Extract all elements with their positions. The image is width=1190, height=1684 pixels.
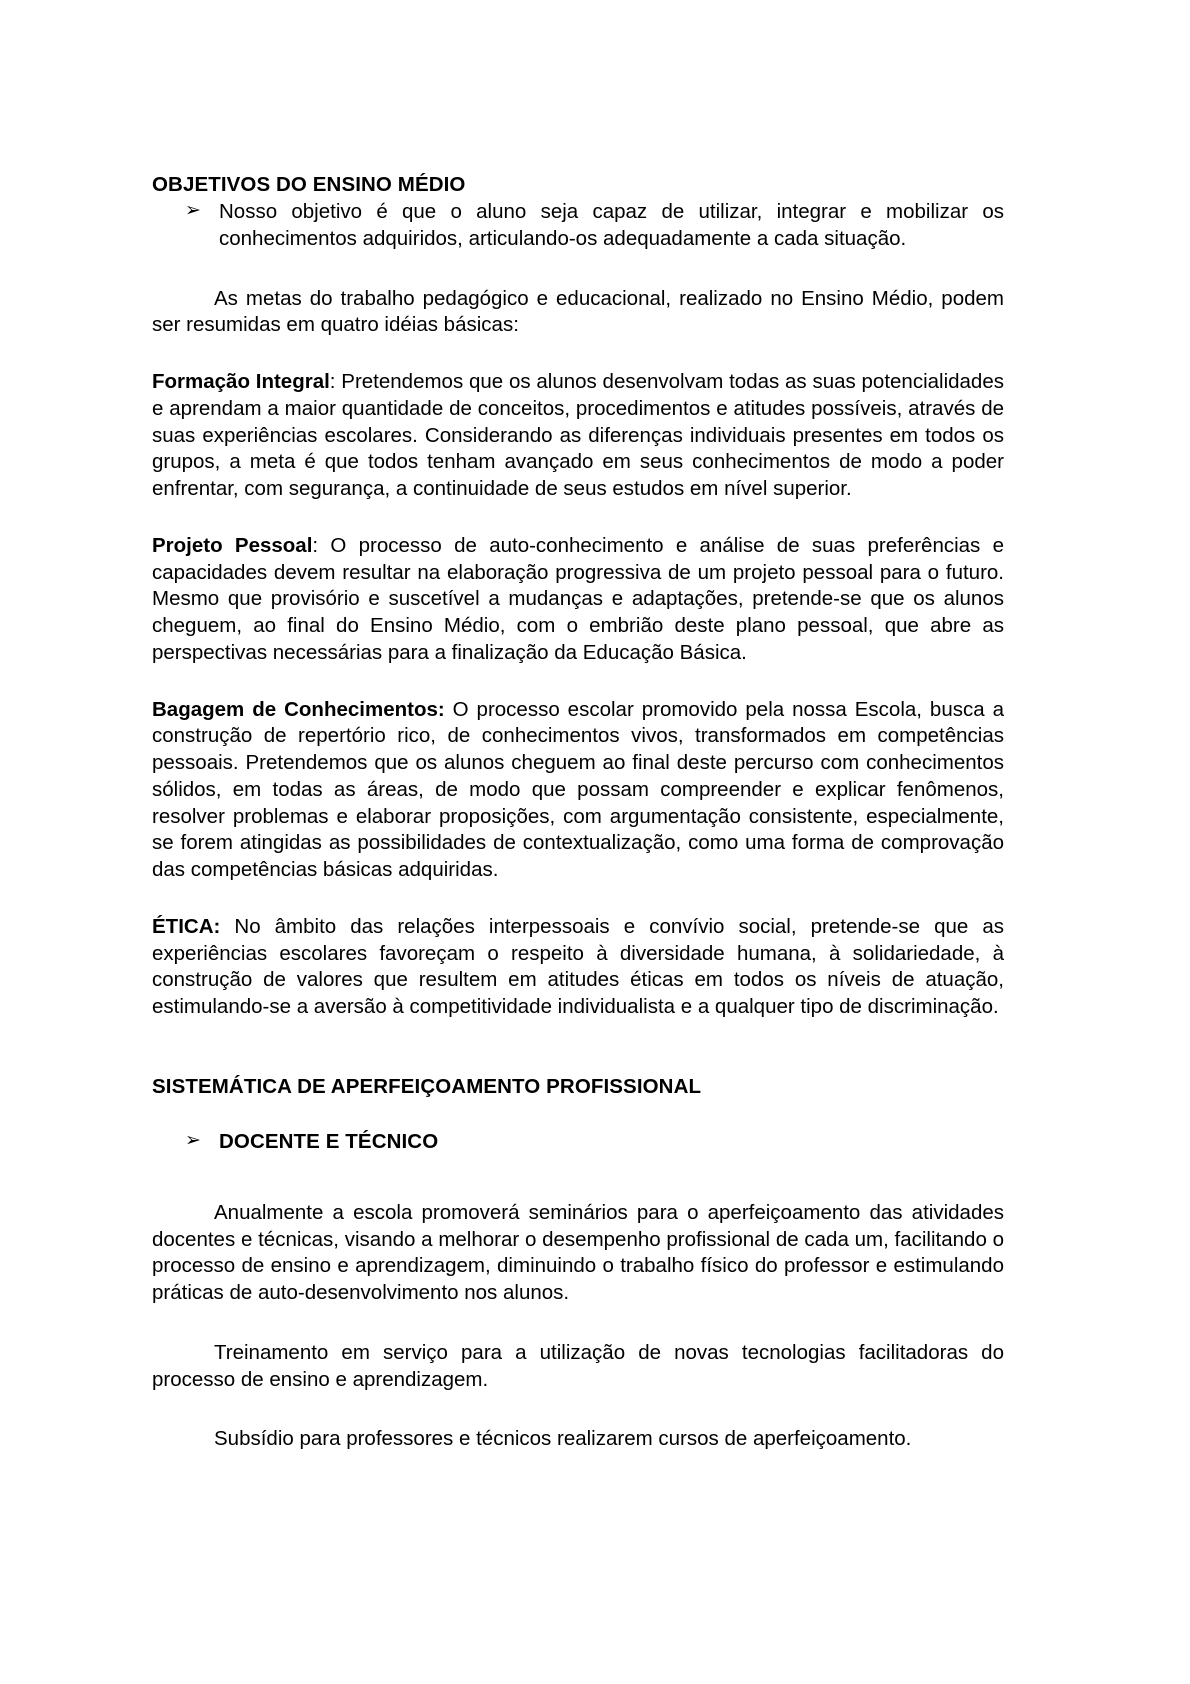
sistematica-heading: SISTEMÁTICA DE APERFEIÇOAMENTO PROFISSIONAL (152, 1074, 702, 1098)
sistematica-subheading-item (152, 1129, 1004, 1156)
objective-bullet-item (152, 199, 1004, 252)
objetivos-intro-paragraph: As metas do trabalho pedagógico e educacional, realizado no Ensino Médio, podem ser resumidas em quatro idéias básicas: (152, 286, 1004, 337)
item-body-bagagem-conhecimentos: O processo escolar promovido pela nossa Escola, busca a construção de repertório rico, de conhecimentos vivos, transformados em competências pessoais. Pretendemos que os alunos cheguem ao final deste percurso com conhecimentos sólidos, em todas as áreas, de modo que possam compreender e explicar fenômenos, resolver problemas e elaborar proposições, com argumentação consistente, especialmente, se forem atingidas as possibilidades de contextualização, como uma forma de comprovação das competências básicas adquiridas. (152, 697, 1004, 882)
sistematica-paragraph-3: Subsídio para professores e técnicos realizarem cursos de aperfeiçoamento. (214, 1427, 912, 1451)
item-bagagem-conhecimentos (152, 697, 1004, 884)
item-label-bagagem-conhecimentos: Bagagem de Conhecimentos: (152, 697, 445, 721)
item-separator-projeto-pessoal: : (312, 533, 331, 557)
objective-bullet-text: Nosso objetivo é que o aluno seja capaz de utilizar, integrar e mobilizar os conhecimentos adquiridos, articulando-os adequadamente a cada situação. (219, 200, 1004, 251)
sistematica-paragraph-2: Treinamento em serviço para a utilização de novas tecnologias facilitadoras do processo de ensino e aprendizagem. (152, 1340, 1004, 1391)
item-label-etica: ÉTICA: (152, 914, 221, 938)
item-label-formacao-integral: Formação Integral (152, 370, 330, 394)
document-body (152, 172, 1004, 1453)
item-body-etica: No âmbito das relações interpessoais e convívio social, pretende-se que as experiências escolares favoreçam o respeito à diversidade humana, à solidariedade, à construção de valores que resultem em atitudes éticas em todos os níveis de atuação, estimulando-se a aversão à competitividade individualista e a qualquer tipo de discriminação. (152, 914, 1004, 1019)
item-etica (152, 914, 1004, 1021)
sistematica-paragraph-1: Anualmente a escola promoverá seminários para o aperfeiçoamento das atividades docentes e técnicas, visando a melhorar o desempenho profissional de cada um, facilitando o processo de ensino e aprendizagem, diminuindo o trabalho físico do professor e estimulando práticas de auto-desenvolvimento nos alunos. (152, 1200, 1004, 1305)
page-title: OBJETIVOS DO ENSINO MÉDIO (152, 173, 466, 196)
item-projeto-pessoal (152, 533, 1004, 667)
item-body-projeto-pessoal: O processo de auto-conhecimento e análise de suas preferências e capacidades devem resultar na elaboração progressiva de um projeto pessoal para o futuro. Mesmo que provisório e suscetível a mudanças e adaptações, pretende-se que os alunos cheguem, ao final do Ensino Médio, com o embrião deste plano pessoal, que abre as perspectivas necessárias para a finalização da Educação Básica. (152, 533, 1004, 664)
sistematica-subheading-text: DOCENTE E TÉCNICO (219, 1130, 439, 1154)
item-separator-bagagem-conhecimentos (445, 698, 453, 721)
arrow-bullet-icon: ➢ (185, 1130, 201, 1152)
item-formacao-integral (152, 369, 1004, 503)
arrow-bullet-icon: ➢ (185, 200, 201, 222)
item-separator-formacao-integral: : (329, 370, 342, 394)
item-label-projeto-pessoal: Projeto Pessoal (152, 533, 313, 557)
item-body-formacao-integral: Pretendemos que os alunos desenvolvam todas as suas potencialidades e aprendam a maior quantidade de conceitos, procedimentos e atitudes possíveis, através de suas experiências escolares. Considerando as diferenças individuais presentes em todos os grupos, a meta é que todos tenham avançado em seus conhecimentos de modo a poder enfrentar, com segurança, a continuidade de seus estudos em nível superior. (152, 370, 1004, 501)
item-separator-etica (220, 915, 234, 938)
